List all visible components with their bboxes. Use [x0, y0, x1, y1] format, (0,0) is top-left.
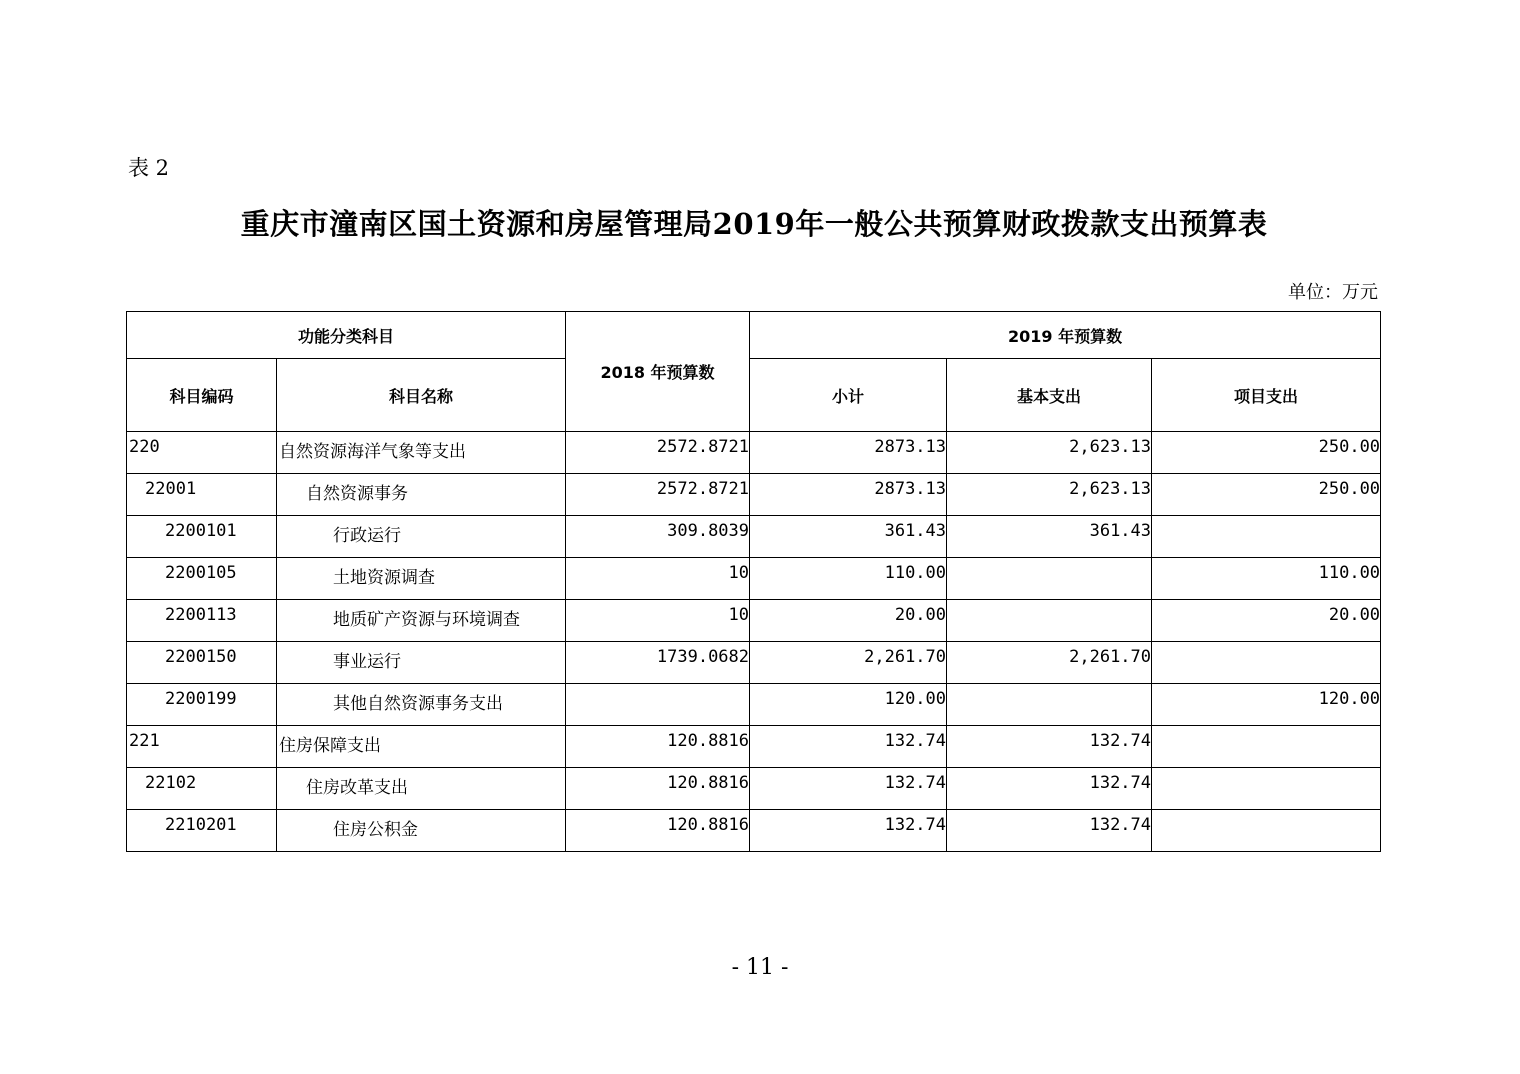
subject-name-cell: 住房保障支出	[277, 726, 566, 768]
basic-expenditure-cell	[947, 684, 1152, 726]
subject-code-cell: 2200105	[127, 558, 277, 600]
budget-2018-cell: 1739.0682	[566, 642, 750, 684]
header-row-group	[127, 312, 1381, 359]
budget-2018-cell: 10	[566, 558, 750, 600]
budget-2018-cell: 2572.8721	[566, 432, 750, 474]
budget-table	[126, 311, 1381, 852]
table-row	[127, 432, 1381, 474]
subject-name-cell: 其他自然资源事务支出	[277, 684, 566, 726]
budget-2018-cell: 120.8816	[566, 810, 750, 852]
header-subtotal: 小计	[750, 359, 947, 432]
header-subject-name: 科目名称	[277, 359, 566, 432]
subject-name-cell: 住房改革支出	[277, 768, 566, 810]
basic-expenditure-cell: 2,623.13	[947, 432, 1152, 474]
basic-expenditure-cell: 132.74	[947, 810, 1152, 852]
project-expenditure-cell	[1152, 768, 1381, 810]
subject-code-cell: 220	[127, 432, 277, 474]
subtotal-cell: 110.00	[750, 558, 947, 600]
header-basic-expenditure: 基本支出	[947, 359, 1152, 432]
subtotal-cell: 20.00	[750, 600, 947, 642]
subject-code-cell: 22001	[127, 474, 277, 516]
table-row	[127, 642, 1381, 684]
header-project-expenditure: 项目支出	[1152, 359, 1381, 432]
budget-2018-cell: 309.8039	[566, 516, 750, 558]
document-title: 重庆市潼南区国土资源和房屋管理局2019年一般公共预算财政拨款支出预算表	[240, 207, 1268, 241]
subtotal-cell: 132.74	[750, 768, 947, 810]
basic-expenditure-cell	[947, 600, 1152, 642]
subject-name-cell: 住房公积金	[277, 810, 566, 852]
subtotal-cell: 132.74	[750, 726, 947, 768]
subject-code-cell: 2200199	[127, 684, 277, 726]
table-row	[127, 474, 1381, 516]
budget-2018-cell: 2572.8721	[566, 474, 750, 516]
subject-name-cell: 自然资源事务	[277, 474, 566, 516]
subject-code-cell: 22102	[127, 768, 277, 810]
budget-2018-cell: 120.8816	[566, 726, 750, 768]
project-expenditure-cell	[1152, 726, 1381, 768]
subtotal-cell: 132.74	[750, 810, 947, 852]
header-row-columns	[127, 359, 1381, 432]
basic-expenditure-cell	[947, 558, 1152, 600]
subject-code-cell: 2200101	[127, 516, 277, 558]
project-expenditure-cell	[1152, 642, 1381, 684]
basic-expenditure-cell: 132.74	[947, 768, 1152, 810]
subtotal-cell: 120.00	[750, 684, 947, 726]
subject-code-cell: 221	[127, 726, 277, 768]
basic-expenditure-cell: 361.43	[947, 516, 1152, 558]
subject-code-cell: 2210201	[127, 810, 277, 852]
project-expenditure-cell: 110.00	[1152, 558, 1381, 600]
table-row	[127, 726, 1381, 768]
table-number-label: 表 2	[128, 156, 170, 180]
table-row	[127, 810, 1381, 852]
project-expenditure-cell: 120.00	[1152, 684, 1381, 726]
subject-code-cell: 2200150	[127, 642, 277, 684]
header-2019-budget: 2019 年预算数	[750, 312, 1381, 359]
subject-name-cell: 地质矿产资源与环境调查	[277, 600, 566, 642]
project-expenditure-cell	[1152, 516, 1381, 558]
subject-name-cell: 土地资源调查	[277, 558, 566, 600]
subtotal-cell: 2873.13	[750, 432, 947, 474]
subject-name-cell: 行政运行	[277, 516, 566, 558]
header-2018-budget: 2018 年预算数	[566, 312, 750, 432]
table-row	[127, 558, 1381, 600]
subject-code-cell: 2200113	[127, 600, 277, 642]
budget-table-body	[127, 432, 1381, 852]
table-row	[127, 684, 1381, 726]
basic-expenditure-cell: 2,261.70	[947, 642, 1152, 684]
subtotal-cell: 361.43	[750, 516, 947, 558]
page-number: - 11 -	[731, 955, 789, 980]
table-row	[127, 600, 1381, 642]
budget-2018-cell: 120.8816	[566, 768, 750, 810]
budget-2018-cell: 10	[566, 600, 750, 642]
project-expenditure-cell: 20.00	[1152, 600, 1381, 642]
header-function-category: 功能分类科目	[127, 312, 566, 359]
basic-expenditure-cell: 132.74	[947, 726, 1152, 768]
basic-expenditure-cell: 2,623.13	[947, 474, 1152, 516]
subject-name-cell: 事业运行	[277, 642, 566, 684]
table-row	[127, 768, 1381, 810]
project-expenditure-cell: 250.00	[1152, 474, 1381, 516]
header-subject-code: 科目编码	[127, 359, 277, 432]
budget-2018-cell	[566, 684, 750, 726]
unit-label: 单位：万元	[1288, 282, 1378, 303]
table-row	[127, 516, 1381, 558]
subject-name-cell: 自然资源海洋气象等支出	[277, 432, 566, 474]
subtotal-cell: 2873.13	[750, 474, 947, 516]
project-expenditure-cell: 250.00	[1152, 432, 1381, 474]
subtotal-cell: 2,261.70	[750, 642, 947, 684]
project-expenditure-cell	[1152, 810, 1381, 852]
